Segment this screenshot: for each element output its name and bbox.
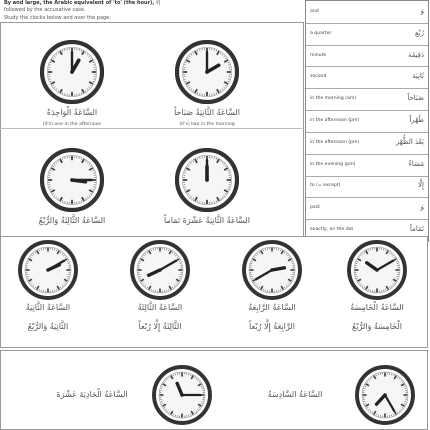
vocab-english: a quarter [310, 30, 332, 36]
clock-face [40, 148, 104, 212]
vocab-english: minute [310, 52, 327, 58]
vocab-row [306, 1, 428, 24]
vocab-row [306, 132, 428, 155]
vocab-row [306, 23, 428, 46]
vocab-english: in the morning (am) [310, 96, 357, 102]
clock-caption: السَّاعَةُ الثَّالِثَةُ [137, 303, 183, 312]
vocab-english: and [310, 8, 319, 14]
intro-rest: followed by the accusative case. [4, 7, 86, 13]
vocab-arabic: صَبَاحاً [407, 94, 424, 103]
vocab-row [306, 45, 428, 68]
clock-caption: الثَّالِثَةُ إِلَّا رُبْعاً [138, 322, 182, 331]
clock-caption: السَّاعَةُ السَّادِسَةُ [267, 390, 323, 399]
clock-caption: السَّاعَةُ الرَّابِعَةُ [248, 303, 296, 312]
vocab-arabic: دَقِيقَة [408, 50, 424, 59]
vocab-row [306, 110, 428, 133]
vocab-row [306, 154, 428, 177]
intro-bold: By and large, the Arabic equivalent of 'to' (the hour), [4, 0, 155, 6]
clock-face [347, 240, 407, 300]
clock-caption: السَّاعَةُ الثَّانِيَةُ [25, 303, 71, 312]
vocab-row [306, 66, 428, 89]
intro-text [4, 0, 254, 14]
vocab-arabic: ظُهْراً [409, 115, 424, 124]
clock-caption: السَّاعَةُ الثَّالِثَةُ وَالرُّبْعُ [38, 216, 106, 225]
vocab-english: past [310, 205, 320, 211]
clock-face [130, 240, 190, 300]
intro-arabic: إلا [155, 0, 161, 6]
clock-caption: السَّاعَةُ الْخَامِسَةُ [350, 303, 404, 312]
clock-caption: (it's) two in the morning [179, 122, 235, 127]
vocab-english: to (= except) [310, 183, 341, 189]
vocab-row [306, 197, 428, 220]
hour-hand [272, 268, 284, 270]
clock-face [242, 240, 302, 300]
vocab-arabic: وَ [420, 6, 424, 15]
clock-face [175, 40, 239, 104]
clock-face [175, 148, 239, 212]
vocab-row [306, 88, 428, 111]
clock-face [152, 365, 212, 425]
clock-caption: السَّاعَةُ الْوَاحِدَةُ [46, 108, 98, 117]
vocab-arabic: وَ [420, 203, 424, 212]
vocab-arabic: تَمَاماً [409, 225, 424, 234]
vocab-english: exactly, on the dot [310, 227, 354, 233]
vocab-arabic: إِلَّا [418, 181, 424, 190]
vocab-arabic: رُبْع [414, 28, 424, 37]
clock-caption: السَّاعَةُ الثَّانِيَةُ صَبَاحاً [174, 108, 240, 117]
clock-caption: (it's) one in the afternoon [42, 122, 102, 127]
vocab-english: in the evening (pm) [310, 161, 356, 167]
vocab-arabic: بَعْدَ الظُّهْر [395, 137, 424, 146]
clock-caption: السَّاعَةُ الْحَادِيَةَ عَشْرَةَ [56, 390, 128, 399]
vocab-arabic: مَسَاءً [408, 159, 424, 168]
vocab-english: second [310, 74, 327, 80]
clock-face [355, 365, 415, 425]
vocab-english: in the afternoon (pm) [310, 117, 360, 123]
clock-caption: الْخَامِسَةُ وَالرُّبْعُ [352, 322, 402, 331]
clock-face [40, 40, 104, 104]
clock-caption: السَّاعَةُ الثَّانِيَةُ عَشْرَةَ تَمَاماً [164, 216, 250, 225]
clock-caption: الرَّابِعَةُ إِلَّا رُبْعاً [249, 322, 295, 331]
vocab-table [305, 0, 429, 242]
vocab-row [306, 176, 428, 199]
vocab-english: in the afternoon (pm) [310, 139, 360, 145]
study-instruction: Study the clocks below and over the page: [4, 15, 111, 21]
clock-caption: الثَّانِيَةُ وَالرُّبْعُ [27, 322, 69, 331]
clock-face [18, 240, 78, 300]
vocab-arabic: ثَانِيَة [412, 72, 424, 81]
